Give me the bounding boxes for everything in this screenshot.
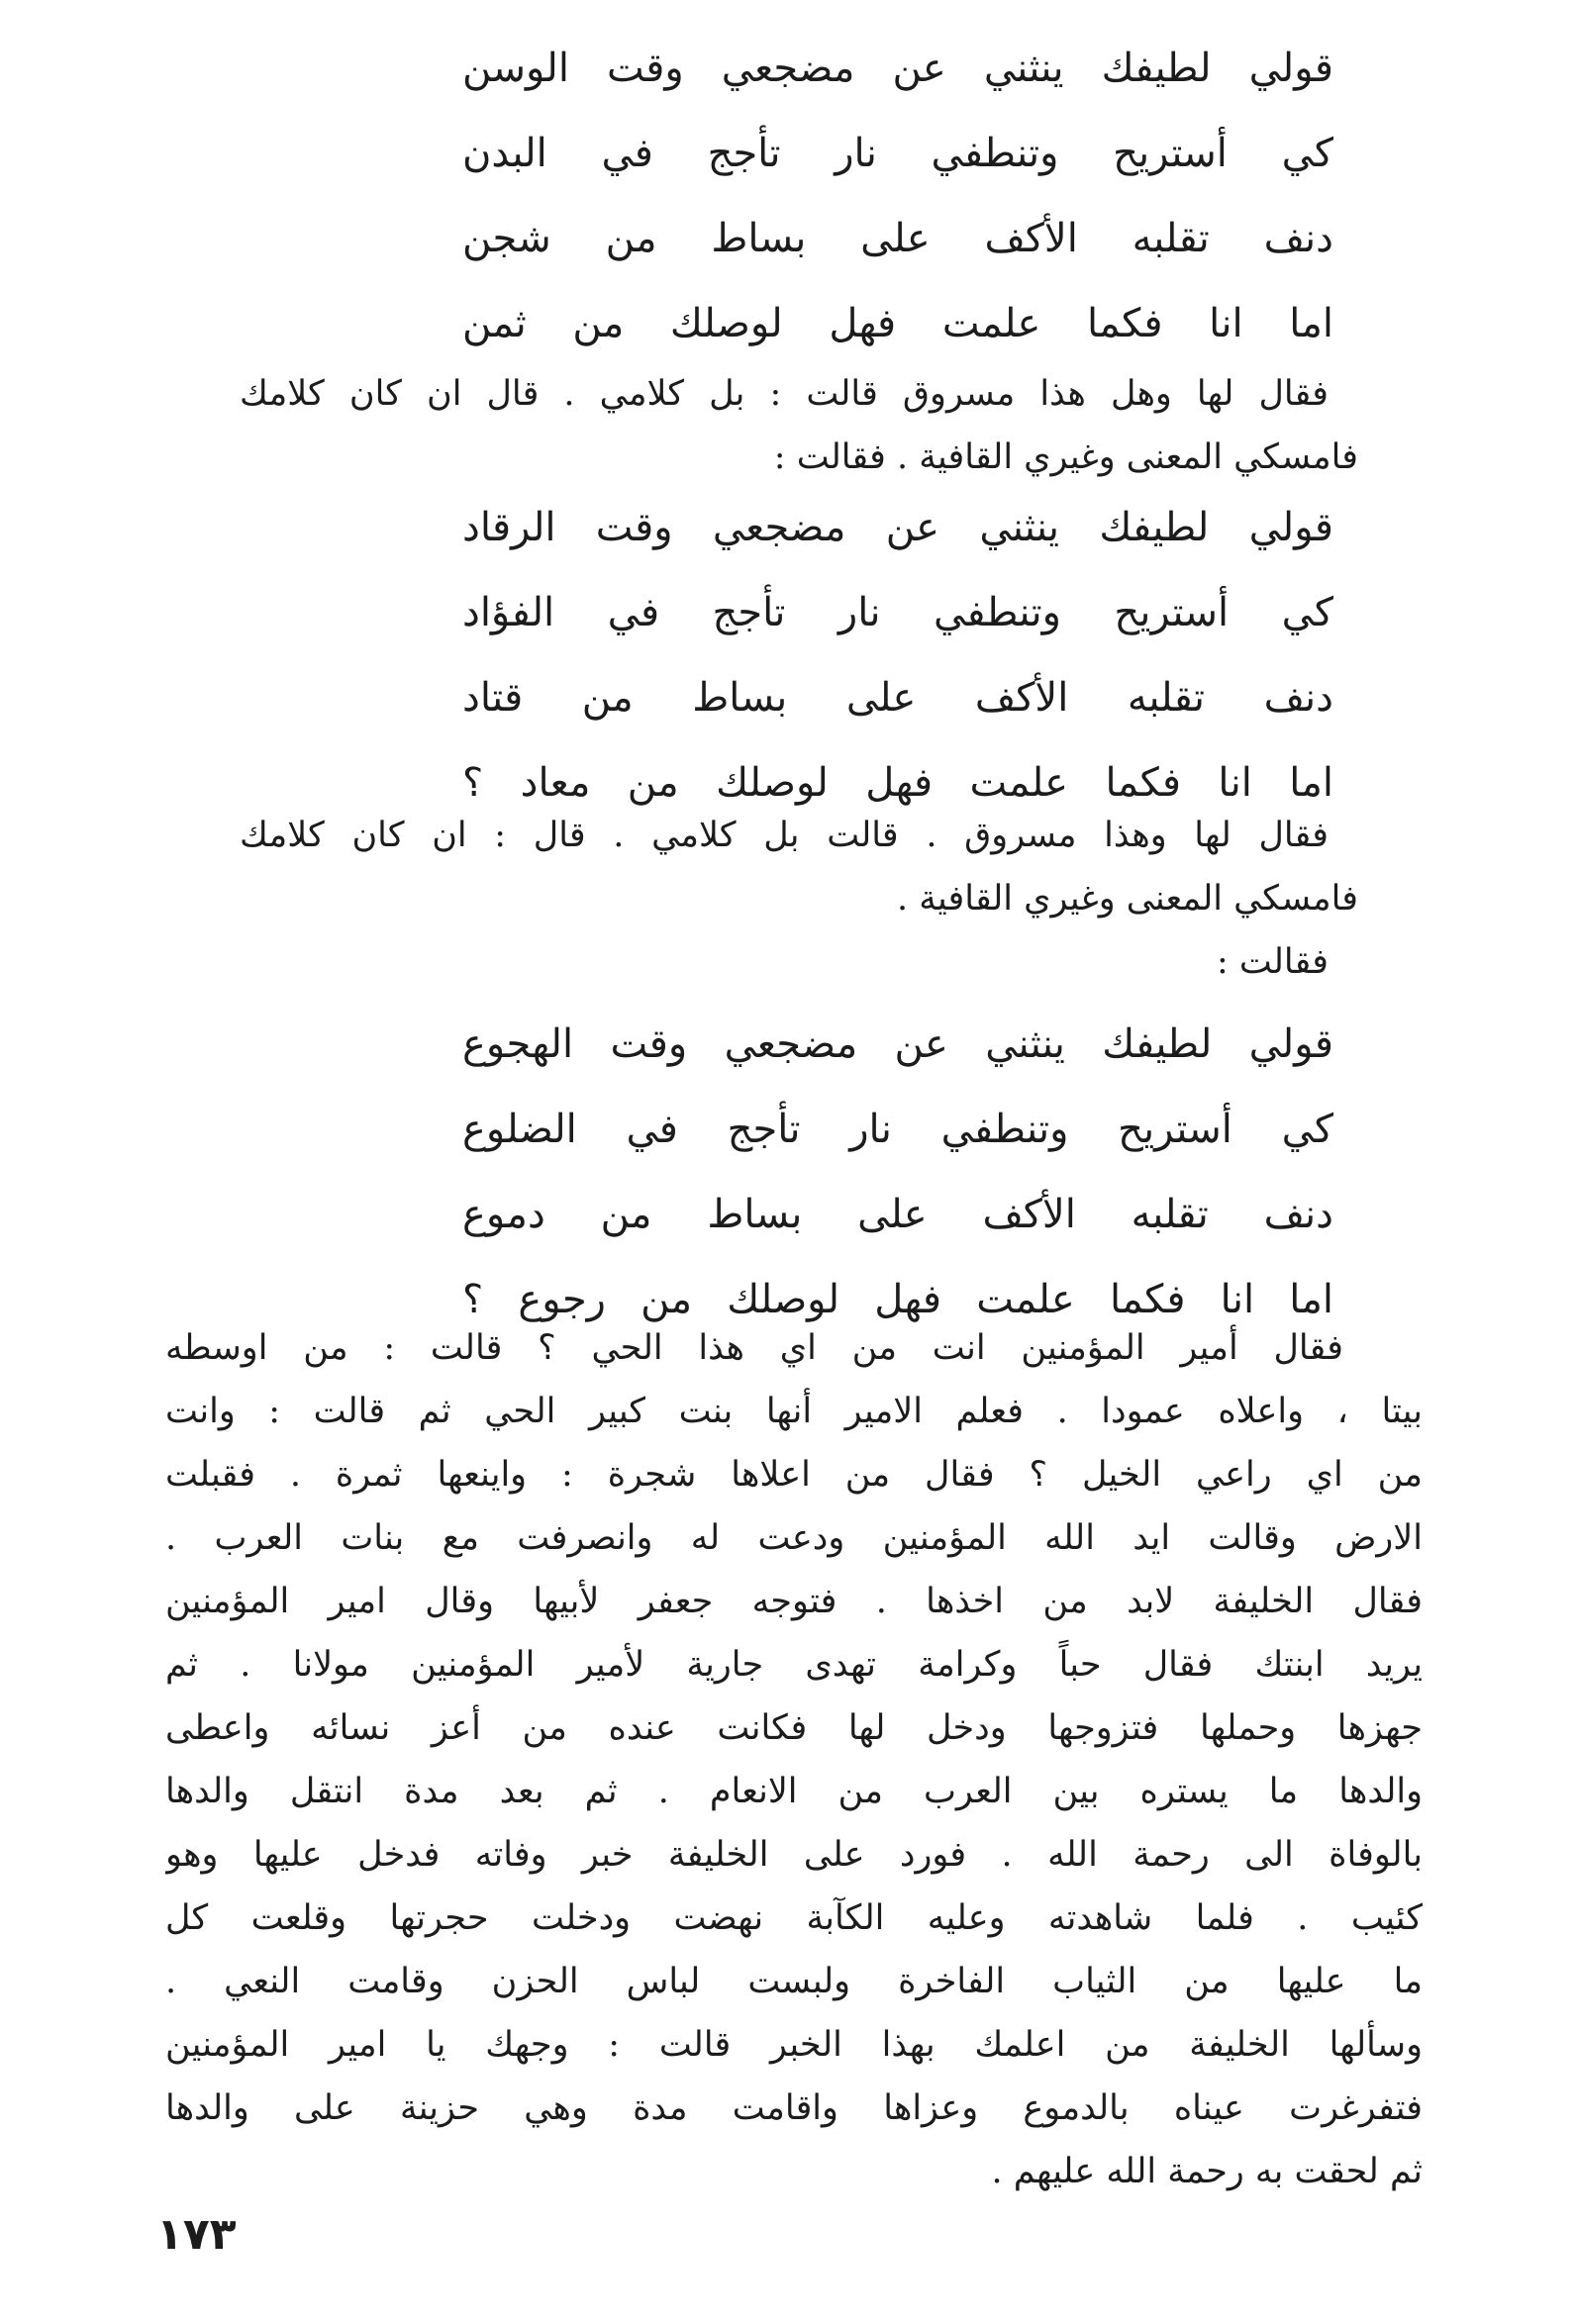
prose-paragraph-2 — [240, 804, 1358, 994]
verse-line: قولي لطيفك ينثني عن مضجعي وقت الوسن — [462, 46, 1333, 91]
verse-line: اما انا فكما علمت فهل لوصلك من معاد ؟ — [462, 760, 1333, 806]
verse-line: كي أستريح وتنطفي نار تأجج في الضلوع — [462, 1107, 1333, 1152]
prose-line: فقال لها وهذا مسروق . قالت بل كلامي . قال : ان كان كلامك — [240, 816, 1329, 855]
verse-line: اما انا فكما علمت فهل لوصلك من رجوع ؟ — [462, 1277, 1333, 1322]
prose-line: والدها ما يستره بين العرب من الانعام . ثم بعد مدة انتقل والدها — [165, 1772, 1423, 1811]
page-number: ١٧٣ — [156, 2209, 237, 2260]
verse-line: اما انا فكما علمت فهل لوصلك من ثمن — [462, 301, 1333, 346]
verse-line: قولي لطيفك ينثني عن مضجعي وقت الرقاد — [462, 505, 1333, 550]
poem-stanza-1 — [462, 26, 1333, 366]
verse-line: كي أستريح وتنطفي نار تأجج في البدن — [462, 131, 1333, 176]
prose-paragraph-3 — [165, 1316, 1423, 2203]
prose-line: فامسكي المعنى وغيري القافية . — [896, 879, 1358, 919]
verse-line: قولي لطيفك ينثني عن مضجعي وقت الهجوع — [462, 1021, 1333, 1067]
prose-line: فتفرغرت عيناه بالدموع وعزاها واقامت مدة وهي حزينة على والدها — [165, 2088, 1423, 2128]
prose-line: من اي راعي الخيل ؟ فقال من اعلاها شجرة : واينعها ثمرة . فقبلت — [165, 1455, 1423, 1495]
poem-stanza-2 — [462, 485, 1333, 825]
prose-line: ما عليها من الثياب الفاخرة ولبست لباس الحزن وقامت النعي . — [165, 1962, 1423, 2001]
prose-line: فقال لها وهل هذا مسروق قالت : بل كلامي . قال ان كان كلامك — [240, 374, 1329, 414]
poem-stanza-3 — [462, 1002, 1333, 1342]
prose-line: وسألها الخليفة من اعلمك بهذا الخبر قالت : وجهك يا امير المؤمنين — [165, 2025, 1423, 2065]
prose-line: يريد ابنتك فقال حباً وكرامة تهدى جارية لأمير المؤمنين مولانا . ثم — [165, 1645, 1423, 1685]
prose-line: بيتا ، واعلاه عمودا . فعلم الامير أنها بنت كبير الحي ثم قالت : وانت — [165, 1392, 1423, 1431]
prose-line: فقال الخليفة لابد من اخذها . فتوجه جعفر لأبيها وقال امير المؤمنين — [165, 1582, 1423, 1621]
prose-line: فامسكي المعنى وغيري القافية . فقالت : — [773, 437, 1358, 477]
prose-line: كئيب . فلما شاهدته وعليه الكآبة نهضت ودخلت حجرتها وقلعت كل — [165, 1898, 1423, 1938]
prose-line: فقالت : — [1216, 942, 1329, 982]
prose-line: ثم لحقت به رحمة الله عليهم . — [991, 2152, 1423, 2191]
prose-line: الارض وقالت ايد الله المؤمنين ودعت له وانصرفت مع بنات العرب . — [165, 1518, 1423, 1558]
prose-paragraph-1 — [240, 362, 1358, 489]
verse-line: دنف تقلبه الأكف على بساط من شجن — [462, 216, 1333, 261]
verse-line: دنف تقلبه الأكف على بساط من قتاد — [462, 675, 1333, 721]
prose-line: بالوفاة الى رحمة الله . فورد على الخليفة خبر وفاته فدخل عليها وهو — [165, 1835, 1423, 1875]
prose-line: جهزها وحملها فتزوجها ودخل لها فكانت عنده من أعز نسائه واعطى — [165, 1708, 1423, 1748]
prose-line: فقال أمير المؤمنين انت من اي هذا الحي ؟ قالت : من اوسطه — [165, 1328, 1343, 1368]
verse-line: كي أستريح وتنطفي نار تأجج في الفؤاد — [462, 590, 1333, 635]
verse-line: دنف تقلبه الأكف على بساط من دموع — [462, 1192, 1333, 1237]
